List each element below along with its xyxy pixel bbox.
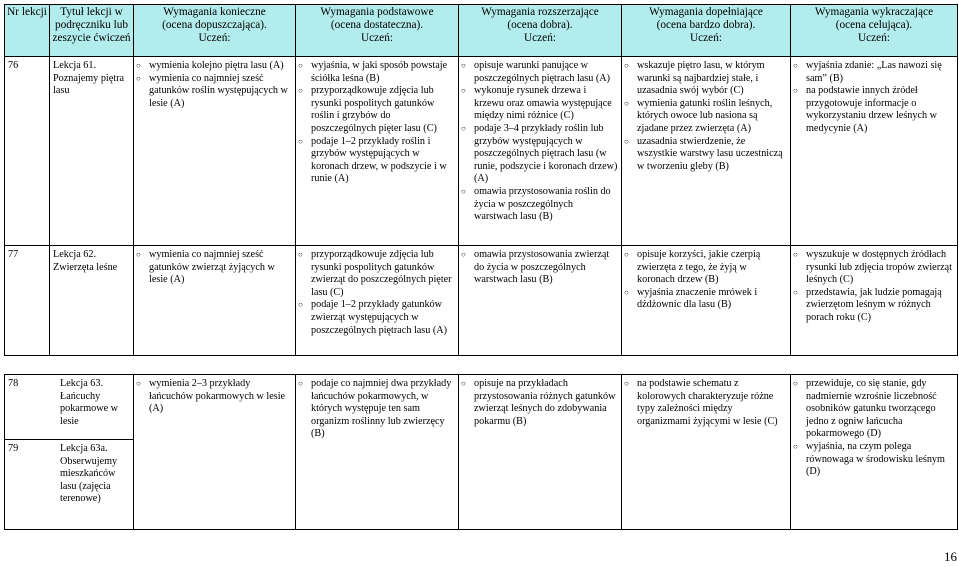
list-item: ○ wyjaśnia, na czym polega równowaga w środowisku leśnym (D): [803, 441, 954, 479]
header-dopelniajace: [622, 5, 791, 57]
header-rozszerzajace: [459, 5, 622, 57]
header-rozszerzajace-line2: (ocena dobra).: [507, 19, 573, 31]
list-item: ○ przyporządkowuje zdjęcia lub rysunki pospolitych gatunków zwierząt do poszczególnych pięter lasu (C): [308, 249, 455, 299]
header-wykraczajace-line1: Wymagania wykraczające: [814, 6, 934, 18]
header-wykraczajace-line3: Uczeń:: [858, 32, 890, 44]
list-item: ○ podaje 1–2 przykłady roślin i grzybów występujących w koronach drzew, w podszycie i w runie (A): [308, 136, 455, 186]
cell-podstawowe: [296, 57, 459, 246]
list-item: ○ wyszukuje w dostępnych źródłach rysunki lub zdjęcia tropów zwierząt leśnych (C): [803, 249, 954, 287]
list-item: ○ wyjaśnia, w jaki sposób powstaje ściółka leśna (B): [308, 60, 455, 85]
lesson-79: [5, 440, 133, 509]
page-number: 16: [944, 549, 957, 564]
row-tytul: Lekcja 61. Poznajemy piętra lasu: [53, 60, 125, 97]
cell-rozszerzajace: [459, 246, 622, 356]
row-tytul: Lekcja 62. Zwierzęta leśne: [53, 249, 118, 273]
table-row: [5, 246, 958, 356]
list-item: ○ podaje 3–4 przykłady roślin lub grzybów występujących w poszczególnych piętrach lasu (w runie, podszycie i koronach drzew) (A): [471, 123, 618, 186]
row-tytul: Lekcja 63. Łańcuchy pokarmowe w lesie: [60, 378, 118, 427]
cell-podstawowe: [296, 375, 459, 530]
cell-tytul: [50, 57, 134, 246]
header-wykraczajace-line2: (ocena celująca).: [835, 19, 913, 31]
header-dopelniajace-line2: (ocena bardzo dobra).: [656, 19, 756, 31]
header-konieczne-line2: (ocena dopuszczająca).: [162, 19, 267, 31]
list-item: ○ na podstawie innych źródeł przygotowuje informacje o wykorzystaniu drzew leśnych w medycynie (A): [803, 85, 954, 135]
list-item: ○ przyporządkowuje zdjęcia lub rysunki pospolitych gatunków roślin i grzybów do poszczególnych pięter lasu (C): [308, 85, 455, 135]
header-podstawowe-line1: Wymagania podstawowe: [320, 6, 434, 18]
list-item: ○ wyjaśnia znaczenie mrówek i dżdżownic dla lasu (B): [634, 287, 787, 312]
list-item: ○ na podstawie schematu z kolorowych charakteryzuje różne typy zależności między organizmami żyjącymi w lesie (C): [634, 378, 787, 428]
list-item: ○ opisuje na przykładach przystosowania różnych gatunków zwierząt leśnych do zdobywania pokarmu (B): [471, 378, 618, 428]
header-rozszerzajace-line3: Uczeń:: [524, 32, 556, 44]
cell-konieczne: [134, 246, 296, 356]
table-gap: [5, 356, 958, 375]
list-item: ○ omawia przystosowania roślin do życia w poszczególnych warstwach lasu (B): [471, 186, 618, 224]
cell-dopelniajace: [622, 375, 791, 530]
list-item: ○ opisuje warunki panujące w poszczególnych piętrach lasu (A): [471, 60, 618, 85]
header-rozszerzajace-line1: Wymagania rozszerzające: [481, 6, 599, 18]
list-item: ○ wskazuje piętro lasu, w którym warunki są najbardziej stałe, i uzasadnia swój wybór (C): [634, 60, 787, 98]
list-item: ○ podaje 1–2 przykłady gatunków zwierząt występujących w poszczególnych piętrach lasu (A): [308, 299, 455, 337]
header-podstawowe-line3: Uczeń:: [361, 32, 393, 44]
list-item: ○ przewiduje, co się stanie, gdy nadmiernie wzrośnie liczebność osobników gatunku tworzącego jedno z ogniw łańcucha pokarmowego (D): [803, 378, 954, 441]
list-item: ○ podaje co najmniej dwa przykłady łańcuchów pokarmowych, w których występuje ten sam organizm roślinny lub zwierzęcy (B): [308, 378, 455, 441]
header-dopelniajace-line3: Uczeń:: [690, 32, 722, 44]
header-konieczne: [134, 5, 296, 57]
cell-dopelniajace: [622, 57, 791, 246]
row-nr: 79: [8, 443, 19, 454]
list-item: ○ przedstawia, jak ludzie pomagają zwierzętom leśnym w różnych porach roku (C): [803, 287, 954, 325]
cell-lessons: [5, 375, 134, 530]
cell-rozszerzajace: [459, 375, 622, 530]
list-item: ○ wymienia co najmniej sześć gatunków zwierząt żyjących w lesie (A): [146, 249, 292, 287]
row-nr: 78: [8, 378, 19, 389]
cell-konieczne: [134, 57, 296, 246]
cell-nr: [5, 57, 50, 246]
header-dopelniajace-line1: Wymagania dopełniające: [649, 6, 763, 18]
cell-dopelniajace: [622, 246, 791, 356]
header-nr: [5, 5, 50, 57]
table-row: [5, 57, 958, 246]
row-nr: 77: [8, 249, 19, 260]
list-item: ○ wykonuje rysunek drzewa i krzewu oraz omawia występujące między nimi różnice (C): [471, 85, 618, 123]
list-item: ○ opisuje korzyści, jakie czerpią zwierzęta z tego, że żyją w koronach drzew (B): [634, 249, 787, 287]
cell-wykraczajace: [791, 246, 958, 356]
cell-nr: [5, 246, 50, 356]
header-tytul-text: Tytuł lekcji w podręczniku lub zeszycie ćwiczeń: [52, 6, 131, 44]
list-item: ○ wymienia kolejno piętra lasu (A): [146, 60, 292, 73]
header-nr-text: Nr lekcji: [7, 6, 47, 18]
table-row: [5, 375, 958, 530]
header-podstawowe: [296, 5, 459, 57]
header-wykraczajace: [791, 5, 958, 57]
cell-rozszerzajace: [459, 57, 622, 246]
header-tytul: [50, 5, 134, 57]
list-item: ○ wymienia gatunki roślin leśnych, których owoce lub nasiona są zjadane przez zwierzęta (A): [634, 98, 787, 136]
header-konieczne-line1: Wymagania konieczne: [163, 6, 266, 18]
lesson-78: [5, 375, 133, 440]
requirements-table: [4, 4, 958, 530]
cell-wykraczajace: [791, 375, 958, 530]
header-konieczne-line3: Uczeń:: [198, 32, 231, 44]
cell-podstawowe: [296, 246, 459, 356]
row-tytul: Lekcja 63a. Obserwujemy mieszkańców lasu (zajęcia terenowe): [60, 443, 118, 505]
list-item: ○ omawia przystosowania zwierząt do życia w poszczególnych warstwach lasu (B): [471, 249, 618, 287]
list-item: ○ wymienia co najmniej sześć gatunków roślin występujących w lesie (A): [146, 73, 292, 111]
cell-konieczne: [134, 375, 296, 530]
row-nr: 76: [8, 60, 19, 71]
header-podstawowe-line2: (ocena dostateczna).: [330, 19, 424, 31]
requirements-table-wrapper: [4, 4, 957, 530]
gap-cell: [5, 356, 958, 375]
cell-tytul: [50, 246, 134, 356]
cell-wykraczajace: [791, 57, 958, 246]
list-item: ○ wymienia 2–3 przykłady łańcuchów pokarmowych w lesie (A): [146, 378, 292, 416]
list-item: ○ uzasadnia stwierdzenie, że wszystkie warstwy lasu uczestniczą w tworzeniu gleby (B): [634, 136, 787, 174]
list-item: ○ wyjaśnia zdanie: „Las nawozi się sam” (B): [803, 60, 954, 85]
